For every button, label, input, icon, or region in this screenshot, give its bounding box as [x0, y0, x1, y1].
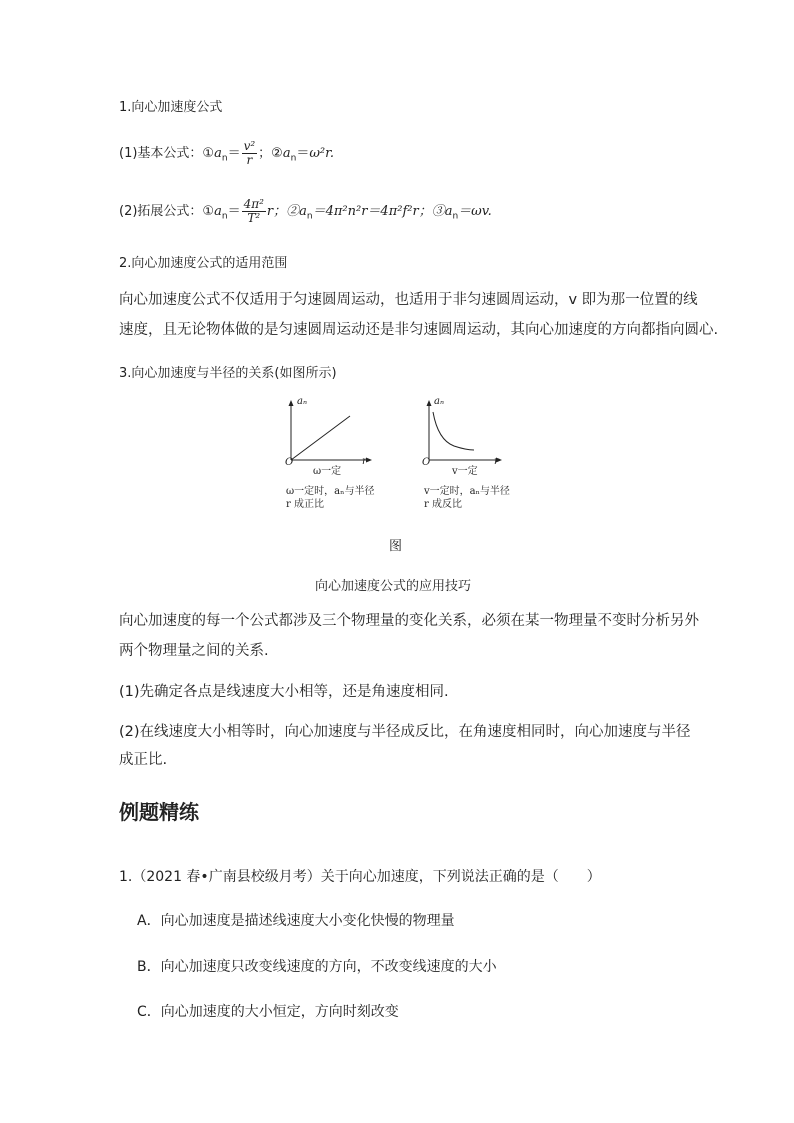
heading-formula: 1.向心加速度公式: [119, 100, 223, 115]
left-origin-label: O: [285, 457, 294, 468]
tips-paragraph-line-1: 向心加速度的每一个公式都涉及三个物理量的变化关系，必须在某一物理量不变时分析另外: [119, 613, 699, 629]
right-x-axis-label: r: [494, 456, 499, 467]
basic-formula-label: (1)基本公式：①: [119, 146, 215, 161]
heading-radius-relation: 3.向心加速度与半径的关系(如图所示): [119, 366, 337, 381]
extended-formula-line: [119, 198, 492, 225]
extended-part-3-rest: ＝ωv.: [458, 204, 492, 219]
right-caption-line-1: v一定时，aₙ与半径: [424, 486, 510, 497]
tip-point-2-line-2: 成正比.: [119, 752, 168, 768]
y-axis-arrow: [427, 400, 432, 406]
scope-paragraph-line-2: 速度，且无论物体做的是匀速圆周运动还是非匀速圆周运动，其向心加速度的方向都指向圆心.: [119, 322, 719, 338]
fraction-denominator-2: T²: [247, 211, 261, 225]
v2-over-r-fraction: [242, 140, 258, 167]
right-y-axis-label: aₙ: [434, 396, 445, 407]
formula-separator: ；②: [258, 146, 283, 161]
question-stem: 1.（2021 春•广南县校级月考）关于向心加速度，下列说法正确的是（ ）: [119, 869, 601, 885]
linear-curve: [291, 416, 350, 460]
an-subscript-3: n: [221, 211, 228, 222]
an-symbol-3: a: [214, 204, 222, 219]
left-y-axis-label: aₙ: [297, 396, 308, 407]
left-constant-label: ω一定: [313, 466, 342, 477]
application-tips-subtitle: 向心加速度公式的应用技巧: [315, 579, 472, 594]
left-caption-line-1: ω一定时，aₙ与半径: [286, 486, 375, 497]
left-caption-line-2: r 成正比: [286, 499, 324, 510]
equals-sign: ＝: [227, 146, 241, 161]
extended-part-2-rest: ＝4π²n²r＝4π²f²r；③a: [312, 204, 453, 219]
an-subscript: n: [221, 153, 228, 164]
heading-scope: 2.向心加速度公式的适用范围: [119, 256, 288, 271]
fraction-numerator: v²: [243, 139, 256, 153]
option-a: A．向心加速度是描述线速度大小变化快慢的物理量: [137, 913, 455, 929]
right-constant-label: v一定: [452, 466, 478, 477]
left-x-axis-label: r: [362, 456, 367, 467]
tips-paragraph-line-2: 两个物理量之间的关系.: [119, 643, 269, 659]
an-symbol: a: [214, 146, 222, 161]
extended-formula-label: (2)拓展公式：①: [119, 204, 215, 219]
hyperbolic-curve: [433, 412, 474, 450]
fraction-denominator: r: [246, 153, 253, 167]
y-axis-arrow: [289, 400, 294, 406]
fraction-numerator-2: 4π²: [243, 197, 264, 211]
right-origin-label: O: [422, 457, 431, 468]
basic-formula-line: [119, 140, 334, 167]
figure-caption: 图: [389, 539, 403, 554]
4pi2-over-t2-fraction: [242, 198, 266, 225]
an-subscript-5: n: [452, 211, 459, 222]
scope-paragraph-line-1: 向心加速度公式不仅适用于匀速圆周运动，也适用于非匀速圆周运动，v 即为那一位置的线: [119, 292, 698, 308]
an-subscript-4: n: [306, 211, 313, 222]
option-b: B．向心加速度只改变线速度的方向，不改变线速度的大小: [137, 959, 497, 975]
extended-part-2: r；②a: [266, 204, 307, 219]
an-symbol-2: a: [282, 146, 291, 161]
tip-point-1: (1)先确定各点是线速度大小相等，还是角速度相同.: [119, 684, 449, 700]
equals-sign-2: ＝: [296, 146, 310, 161]
equals-sign-3: ＝: [227, 204, 241, 219]
omega-r-term: ω²r.: [309, 146, 335, 161]
tip-point-2-line-1: (2)在线速度大小相等时，向心加速度与半径成反比，在角速度相同时，向心加速度与半径: [119, 724, 691, 740]
section-title: 例题精练: [119, 800, 199, 824]
right-caption-line-2: r 成反比: [424, 499, 462, 510]
an-subscript-2: n: [290, 153, 297, 164]
option-c: C．向心加速度的大小恒定，方向时刻改变: [137, 1004, 399, 1020]
